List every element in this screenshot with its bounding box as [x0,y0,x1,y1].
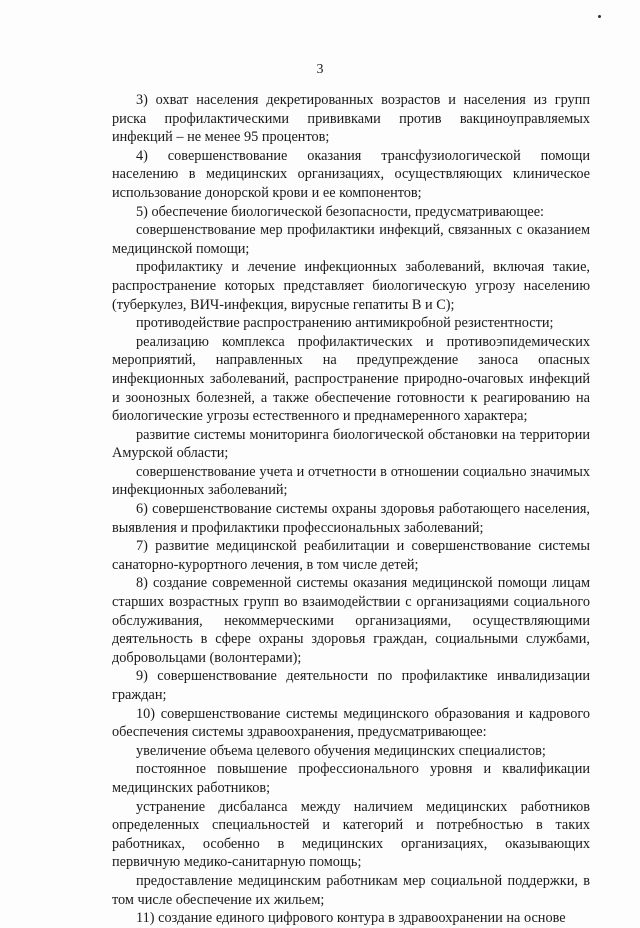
scan-speck [598,15,601,18]
paragraph: 7) развитие медицинской реабилитации и совершенствование системы санаторно-курортного лечения, в том числе детей; [112,538,590,573]
paragraph: 6) совершенствование системы охраны здоровья работающего населения, выявления и профилактики профессиональных заболеваний; [112,501,590,536]
paragraph: противодействие распространению антимикробной резистентности; [136,315,554,332]
paragraph: увеличение объема целевого обучения медицинских специалистов; [136,742,546,759]
paragraph: реализацию комплекса профилактических и противоэпидемических мероприятий, направленных на предупреждение заноса опасных инфекционных заболеваний, распространение природно-очаговых инфекций и зоонозных болезней, а также обеспечение готовности к реагированию на биологические угрозы естественного и преднамеренного характера; [112,333,590,425]
paragraph: предоставление медицинским работникам мер социальной поддержки, в том числе обеспечение их жильем; [112,872,590,908]
paragraph: 9) совершенствование деятельности по профилактике инвалидизации граждан; [112,668,590,703]
paragraph: постоянное повышение профессионального уровня и квалификации медицинских работников; [112,761,590,796]
page-number: 3 [316,62,324,77]
paragraph: 11) создание единого цифрового контура в здравоохранении на основе [136,910,566,927]
paragraph: профилактику и лечение инфекционных заболеваний, включая такие, распространение которых представляет биологическую угрозу населению (туберкулез, ВИЧ-инфекция, вирусные гепатиты B и C); [112,259,590,313]
paragraph: устранение дисбаланса между наличием медицинских работников определенных специальностей и категорий и потребностью в таких работниках, особенно в медицинских организациях, оказывающих первичную медико-санитарную помощь; [112,798,590,871]
paragraph: 5) обеспечение биологической безопасности, предусматривающее: [136,203,545,220]
paragraph: 10) совершенствование системы медицинского образования и кадрового обеспечения системы здравоохранения, предусматривающее: [112,705,590,741]
paragraph: 3) охват населения декретированных возрастов и населения из групп риска профилактическими прививками против вакциноуправляемых инфекций – не менее 95 процентов; [112,92,590,146]
paragraph: совершенствование учета и отчетности в отношении социально значимых инфекционных заболеваний; [112,463,590,499]
paragraph: 8) создание современной системы оказания медицинской помощи лицам старших возрастных групп во взаимодействии с организациями социального обслуживания, некоммерческими организациями, осуществляющими деятельность в сфере охраны здоровья граждан, социальными службами, добровольцами (волонтерами); [112,575,590,666]
document-body [112,91,590,928]
paragraph: совершенствование мер профилактики инфекций, связанных с оказанием медицинской помощи; [112,222,590,257]
paragraph: 4) совершенствование оказания трансфузиологической помощи населению в медицинских организациях, осуществляющих клиническое использование донорской крови и ее компонентов; [112,147,590,201]
paragraph: развитие системы мониторинга биологической обстановки на территории Амурской области; [112,426,590,462]
